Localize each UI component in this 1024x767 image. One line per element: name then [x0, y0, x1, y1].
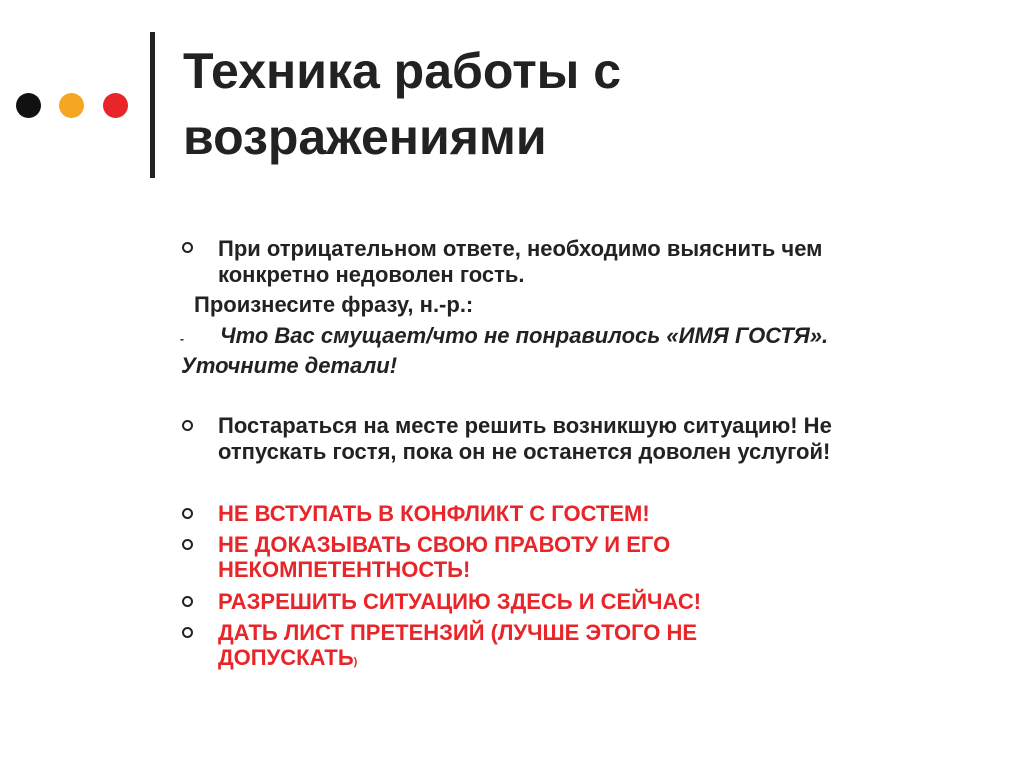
red-item-1: НЕ ВСТУПАТЬ В КОНФЛИКТ С ГОСТЕМ!: [218, 501, 650, 526]
slide-title-line-1: Техника работы с: [183, 43, 622, 99]
bullet-ring-icon: [182, 627, 193, 638]
bullet-ring-icon: [182, 539, 193, 550]
red-item-4-line-1: ДАТЬ ЛИСТ ПРЕТЕНЗИЙ (ЛУЧШЕ ЭТОГО НЕ: [218, 620, 698, 645]
dash-marker: -: [180, 332, 184, 346]
red-item-2-line-1: НЕ ДОКАЗЫВАТЬ СВОЮ ПРАВОТУ И ЕГО: [218, 532, 671, 557]
clarify-details: Уточните детали!: [181, 353, 398, 378]
decorative-dot-orange: [59, 93, 84, 118]
phrase-example: Что Вас смущает/что не понравилось «ИМЯ ГОСТЯ».: [220, 323, 829, 348]
bullet-1-line-1: При отрицательном ответе, необходимо выяснить чем: [218, 236, 823, 261]
red-item-2-line-2: НЕКОМПЕТЕНТНОСТЬ!: [218, 557, 471, 582]
slide-title: [183, 38, 983, 170]
red-item-3: РАЗРЕШИТЬ СИТУАЦИЮ ЗДЕСЬ И СЕЙЧАС!: [218, 589, 702, 614]
bullet-ring-icon: [182, 596, 193, 607]
title-divider: [150, 32, 155, 178]
red-item-4-line-2-text: ДОПУСКАТЬ: [218, 645, 354, 670]
decorative-dot-black: [16, 93, 41, 118]
bullet-2-line-2: отпускать гостя, пока он не останется доволен услугой!: [218, 439, 831, 464]
red-item-4-line-2: [218, 645, 1024, 675]
bullet-ring-icon: [182, 420, 193, 431]
bullet-ring-icon: [182, 242, 193, 253]
bullet-2-line-1: Постараться на месте решить возникшую ситуацию! Не: [218, 413, 832, 438]
bullet-ring-icon: [182, 508, 193, 519]
bullet-1-line-2: конкретно недоволен гость.: [218, 262, 525, 287]
red-item-4-closing-paren: ): [353, 656, 358, 668]
phrase-intro: Произнесите фразу, н.-р.:: [194, 292, 474, 317]
slide-title-line-2: возражениями: [183, 109, 547, 165]
decorative-dot-red: [103, 93, 128, 118]
